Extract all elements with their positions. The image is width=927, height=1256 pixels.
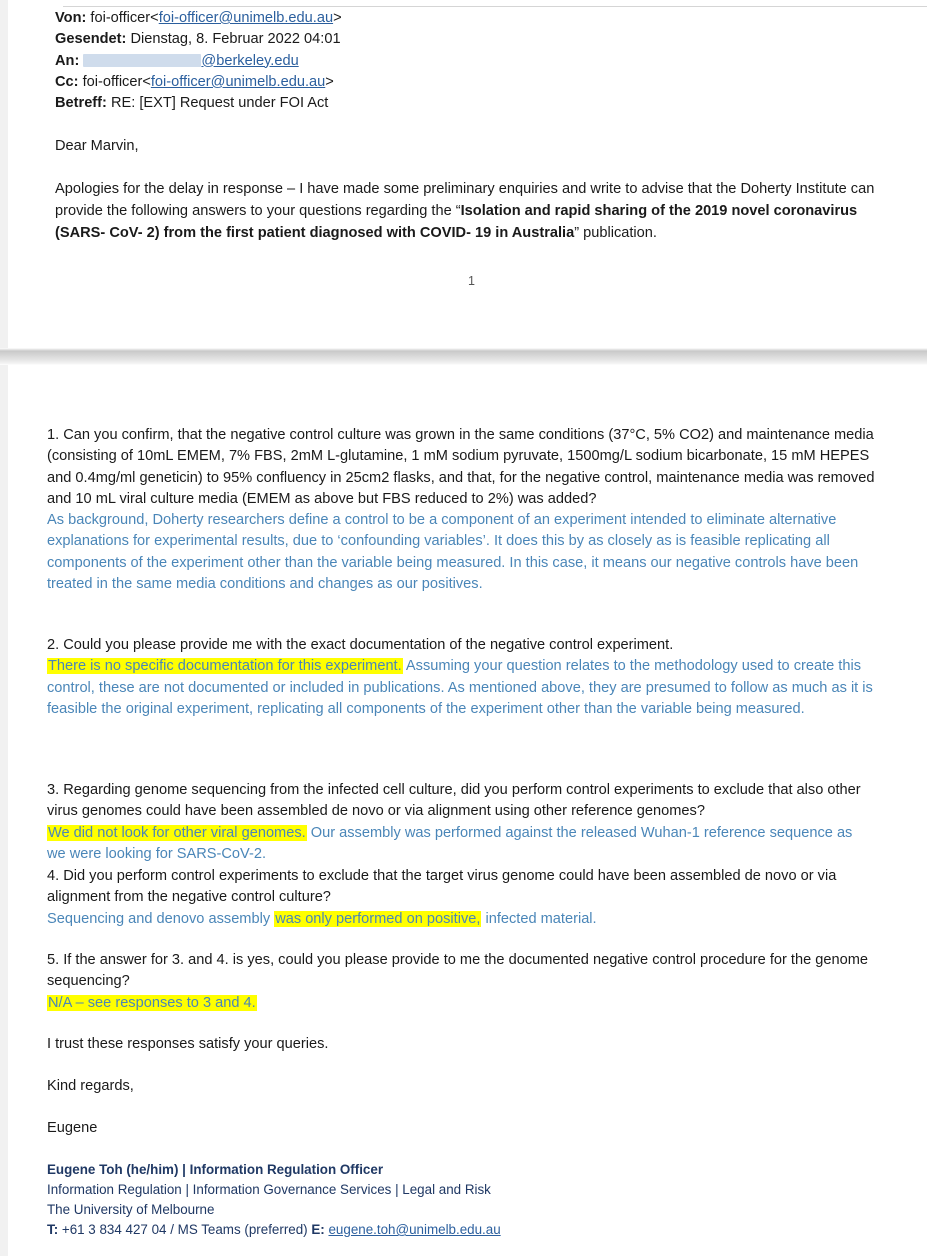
- email-cc-open-bracket: <: [142, 73, 151, 90]
- email-cc-label: Cc:: [55, 73, 79, 90]
- email-cc-link[interactable]: foi-officer@unimelb.edu.au: [150, 73, 326, 90]
- qa-question-2: 2. Could you please provide me with the exact documentation of the negative control experiment.: [47, 637, 674, 653]
- email-sent-label: Gesendet:: [55, 31, 127, 48]
- qa-answer-3: [47, 823, 875, 866]
- email-cc-close-bracket: >: [325, 73, 334, 90]
- signature-phone-value: +61 3 834 427 04 / MS Teams (preferred): [58, 1222, 312, 1237]
- qa-block-4: [47, 866, 875, 930]
- qa-answer-2: [47, 656, 875, 720]
- qa-answer-1-post: As background, Doherty researchers define a control to be a component of an experiment intended to eliminate alternative explanations for experimental results, due to ‘confounding variables’. It does this by as closely as is feasible replicating all components of the experiment other than the variable being measured. In this case, it means our negative controls have been treated in the same media conditions and changes as our positives.: [47, 512, 859, 593]
- email-to-label: An:: [55, 52, 80, 69]
- qa-question-5: 5. If the answer for 3. and 4. is yes, could you please provide to me the documented negative control procedure for the genome sequencing?: [47, 952, 868, 990]
- email-cc-line: [55, 72, 883, 93]
- document-page-1: [8, 0, 927, 348]
- email-to-line: [55, 51, 883, 72]
- email-from-label: Von:: [55, 10, 87, 26]
- letter-signoff-text: Eugene: [47, 1120, 98, 1136]
- qa-answer-2-highlight: There is no specific documentation for this experiment.: [48, 658, 402, 675]
- qa-question-3: 3. Regarding genome sequencing from the infected cell culture, did you perform control experiments to exclude that also other virus genomes could have been assembled de novo or via alignment using other reference genomes?: [47, 782, 861, 820]
- qa-question-4: 4. Did you perform control experiments to exclude that the target virus genome could have been assembled de novo or via alignment from the negative control culture?: [47, 868, 837, 906]
- qa-block-5: [47, 950, 875, 1014]
- email-from-link[interactable]: foi-officer@unimelb.edu.au: [158, 10, 334, 26]
- redaction-box-recipient: [83, 54, 201, 67]
- qa-answer-3-post: Our assembly was performed against the released Wuhan-1 reference sequence as we were looking for SARS-CoV-2.: [47, 824, 853, 862]
- qa-block-3: [47, 780, 875, 865]
- header-divider-rule: [63, 6, 927, 7]
- signature-phone-label: T:: [47, 1222, 59, 1237]
- intro-publication-title: Isolation and rapid sharing of the 2019 novel coronavirus (SARS- CoV- 2) from the first patient diagnosed with COVID- 19 in Australia: [55, 203, 858, 242]
- qa-answer-5: [47, 993, 875, 1014]
- qa-block-1: [47, 425, 875, 595]
- qa-answer-2-post: Assuming your question relates to the methodology used to create this control, these are not documented or included in publications. As mentioned above, they are presumed to follow as much as it is feasible the original experiment, replicating all components of the experiment other than the variable being measured.: [47, 658, 873, 717]
- email-sent-line: [55, 29, 883, 50]
- email-to-link[interactable]: @berkeley.edu: [201, 52, 299, 69]
- letter-signoff-name: [47, 1118, 875, 1139]
- letter-closing-line: [47, 1034, 875, 1055]
- letter-closing-text: I trust these responses satisfy your queries.: [47, 1036, 329, 1052]
- letter-salutation: Dear Marvin,: [55, 138, 139, 154]
- intro-text-part2: ” publication.: [574, 225, 657, 242]
- qa-answer-4-highlight: was only performed on positive,: [275, 910, 481, 927]
- qa-answer-3-highlight: We did not look for other viral genomes.: [48, 824, 306, 841]
- page-separator-gap: [0, 348, 927, 365]
- email-header-block: [55, 8, 883, 114]
- signature-email-link[interactable]: eugene.toh@unimelb.edu.au: [328, 1222, 501, 1237]
- signature-organisation: The University of Melbourne: [47, 1202, 215, 1217]
- page-number: 1: [468, 274, 475, 288]
- qa-question-1: 1. Can you confirm, that the negative control culture was grown in the same conditions (37°C, 5% CO2) and maintenance media (consisting of 10mL EMEM, 7% FBS, 2mM L-glutamine, 1 mM sodium pyruvate, 1500mg/L sodium bicarbonate, 15 mM HEPES and 0.4mg/ml geneticin) to 95% confluency in 25cm2 flasks, and that, for the negative control, maintenance media was removed and 10 mL viral culture media (EMEM as above but FBS reduced to 2%) was added?: [47, 427, 875, 507]
- email-sent-value: Dienstag, 8. Februar 2022 04:01: [130, 31, 341, 48]
- qa-answer-4: [47, 909, 875, 930]
- letter-regards-text: Kind regards,: [47, 1078, 134, 1094]
- signature-department: Information Regulation | Information Governance Services | Legal and Risk: [47, 1182, 491, 1197]
- email-from-line: [55, 8, 883, 29]
- email-subject-label: Betreff:: [55, 95, 107, 112]
- intro-text-part1: Apologies for the delay in response – I have made some preliminary enquiries and write to advise that the Doherty Institute can provide the following answers to your questions regarding the “: [55, 181, 875, 220]
- page-left-gutter-bottom: [0, 365, 8, 1256]
- signature-email-label: E:: [311, 1222, 325, 1237]
- qa-answer-4-post: infected material.: [481, 910, 597, 927]
- letter-regards-line: [47, 1076, 875, 1097]
- letter-intro-paragraph: [55, 178, 883, 245]
- signature-block: [47, 1160, 875, 1240]
- qa-block-2: [47, 635, 875, 720]
- email-subject-line: [55, 93, 883, 114]
- qa-answer-5-highlight: N/A – see responses to 3 and 4.: [48, 994, 256, 1011]
- page-left-gutter-top: [0, 0, 8, 348]
- signature-contact-line: [47, 1220, 875, 1240]
- email-from-close-bracket: >: [333, 10, 342, 26]
- email-from-open-bracket: <: [150, 10, 159, 26]
- email-from-name: foi-officer: [90, 10, 151, 26]
- signature-name-title: Eugene Toh (he/him) | Information Regulation Officer: [47, 1162, 384, 1177]
- email-cc-name: foi-officer: [82, 73, 143, 90]
- qa-answer-4-pre: Sequencing and denovo assembly: [47, 910, 275, 927]
- email-subject-value: RE: [EXT] Request under FOI Act: [110, 95, 329, 112]
- qa-answer-1: [47, 510, 875, 595]
